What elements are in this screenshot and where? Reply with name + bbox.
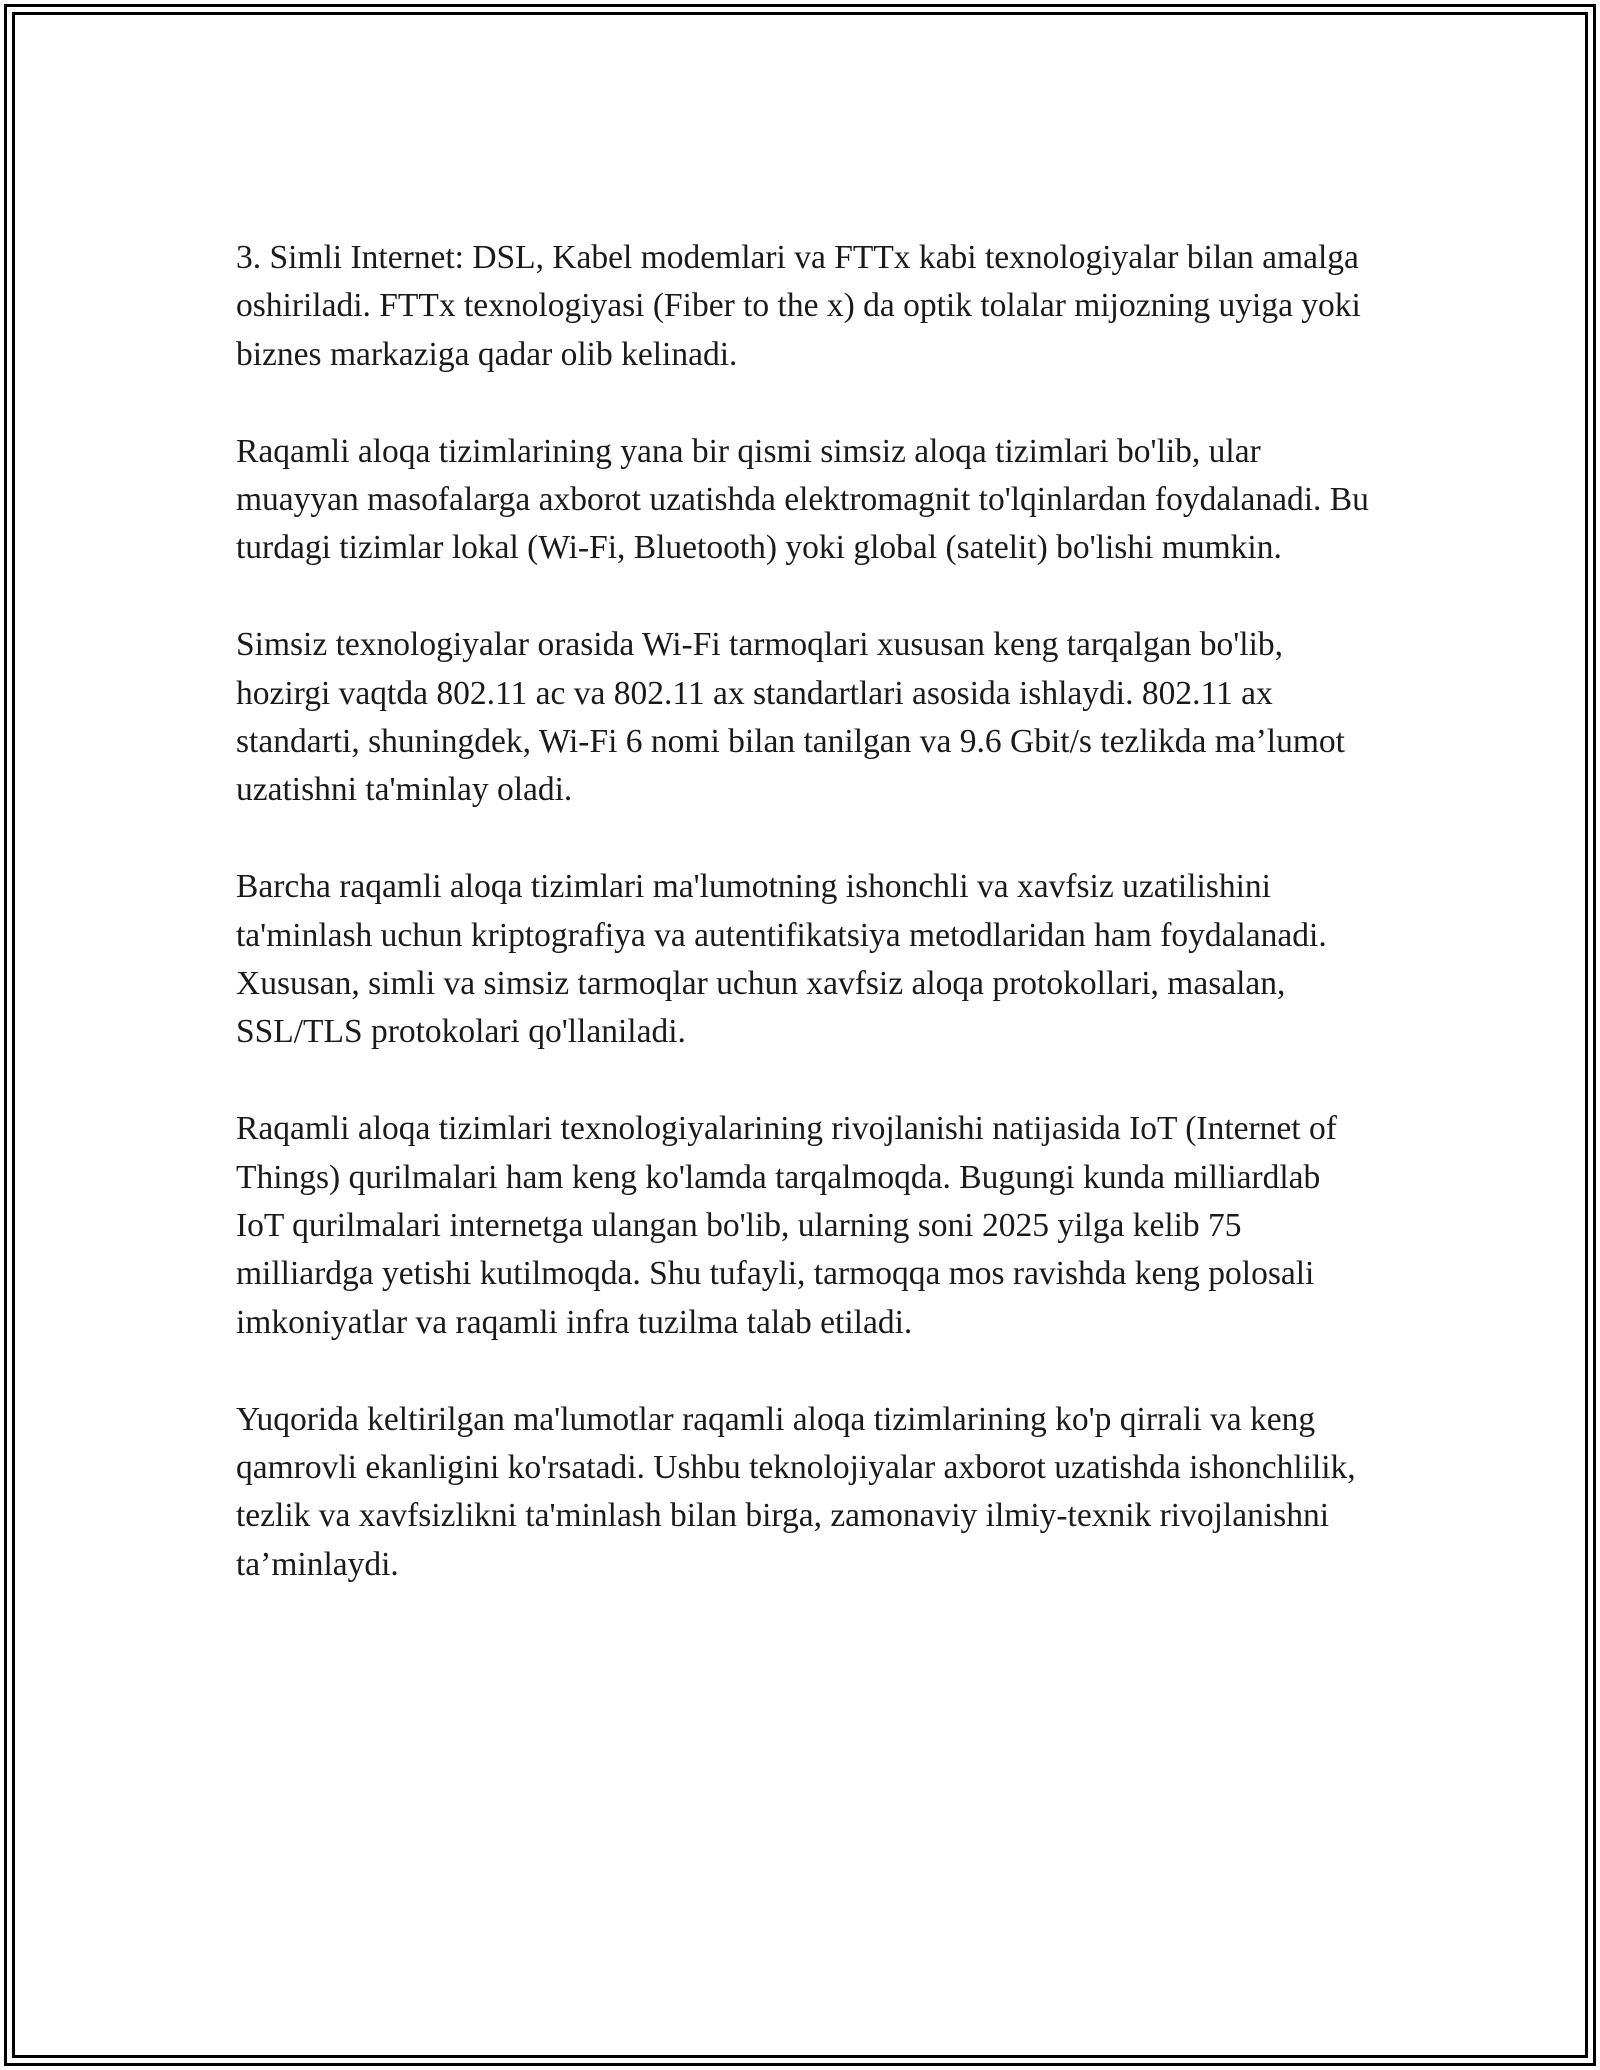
paragraph-security-protocols: Barcha raqamli aloqa tizimlari ma'lumotning ishonchli va xavfsiz uzatilishini ta'minlash uchun kriptografiya va autentifikatsiya metodlaridan ham foydalanadi. Xususan, simli va simsiz tarmoqlar uchun xavfsiz aloqa protokollari, masalan, SSL/TLS protokolari qo'llaniladi. bbox=[236, 868, 1327, 1051]
document-body bbox=[236, 234, 1371, 1589]
paragraph-iot-devices: Raqamli aloqa tizimlari texnologiyalarining rivojlanishi natijasida IoT (Internet of Things) qurilmalari ham keng ko'lamda tarqalmoqda. Bugungi kunda milliardlab IoT qurilmalari internetga ulangan bo'lib, ularning soni 2025 yilga kelib 75 milliardga yetishi kutilmoqda. Shu tufayli, tarmoqqa mos ravishda keng polosali imkoniyatlar va raqamli infra tuzilma talab etiladi. bbox=[236, 1110, 1337, 1341]
paragraph-wifi-standards: Simsiz texnologiyalar orasida Wi-Fi tarmoqlari xususan keng tarqalgan bo'lib, hozirgi vaqtda 802.11 ac va 802.11 ax standartlari asosida ishlaydi. 802.11 ax standarti, shuningdek, Wi-Fi 6 nomi bilan tanilgan va 9.6 Gbit/s tezlikda ma’lumot uzatishni ta'minlay oladi. bbox=[236, 626, 1345, 809]
paragraph-wireless-systems: Raqamli aloqa tizimlarining yana bir qismi simsiz aloqa tizimlari bo'lib, ular muayyan masofalarga axborot uzatishda elektromagnit to'lqinlardan foydalanadi. Bu turdagi tizimlar lokal (Wi-Fi, Bluetooth) yoki global (satelit) bo'lishi mumkin. bbox=[236, 432, 1369, 567]
paragraph-conclusion: Yuqorida keltirilgan ma'lumotlar raqamli aloqa tizimlarining ko'p qirrali va keng qamrovli ekanligini ko'rsatadi. Ushbu teknolojiyalar axborot uzatishda ishonchlilik, tezlik va xavfsizlikni ta'minlash bilan birga, zamonaviy ilmiy-texnik rivojlanishni ta’minlaydi. bbox=[236, 1400, 1356, 1583]
paragraph-wired-internet: 3. Simli Internet: DSL, Kabel modemlari va FTTx kabi texnologiyalar bilan amalga oshiriladi. FTTx texnologiyasi (Fiber to the x) da optik tolalar mijozning uyiga yoki biznes markaziga qadar olib kelinadi. bbox=[236, 239, 1361, 373]
